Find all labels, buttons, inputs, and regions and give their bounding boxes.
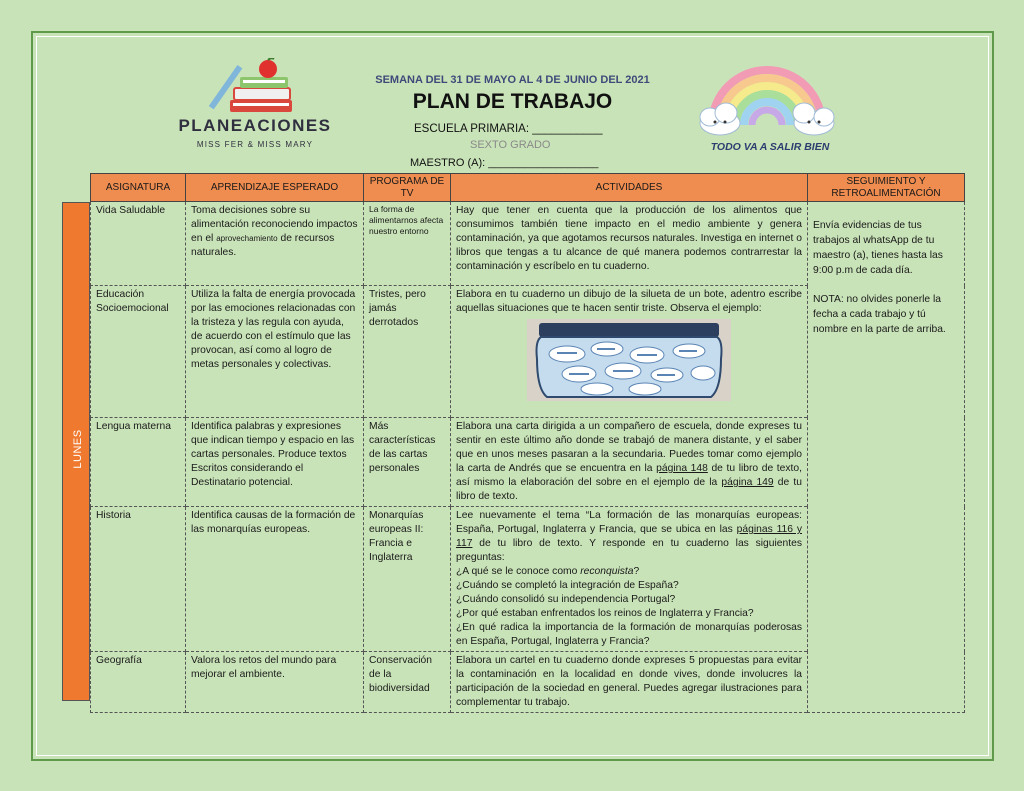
seguimiento-p2: NOTA: no olvides ponerle la fecha a cada trabajo y tú nombre en la parte de arriba. <box>813 294 946 335</box>
cell-programa: Conservación de la biodiversidad <box>364 652 451 713</box>
cell-programa: Tristes, pero jamás derrotados <box>364 286 451 418</box>
cell-asignatura: Historia <box>91 507 186 652</box>
grado-label: SEXTO GRADO <box>470 139 551 151</box>
table-row <box>91 202 965 286</box>
header-seguimiento: SEGUIMIENTO Y RETROALIMENTACIÓN <box>808 174 965 202</box>
question-5: ¿En qué radica la importancia de la formación de monarquías poderosas en España, Portugal, Inglaterra y Francia? <box>456 622 802 647</box>
logo-subtitle: MISS FER & MISS MARY <box>196 140 314 149</box>
header-asignatura: ASIGNATURA <box>91 174 186 202</box>
cell-actividades <box>451 507 808 652</box>
actividades-text-2: de tu libro de texto. Y responde en tu cuaderno las siguientes preguntas: <box>456 538 802 563</box>
cell-aprendizaje: Identifica causas de la formación de las monarquías europeas. <box>186 507 364 652</box>
cell-programa: Monarquías europeas II: Francia e Inglaterra <box>364 507 451 652</box>
actividades-text-2: de tu libro de texto, así mismo la elaboración del sobre en el ejemplo de la <box>456 463 802 488</box>
rainbow-clouds-icon <box>692 55 842 155</box>
cell-programa: Más características de las cartas personales <box>364 418 451 507</box>
page-title: PLAN DE TRABAJO <box>412 90 613 113</box>
cell-asignatura: Geografía <box>91 652 186 713</box>
cell-aprendizaje: Identifica palabras y expresiones que indican tiempo y espacio en las cartas personales. Produce textos Escritos considerando el Destinatario potencial. <box>186 418 364 507</box>
cell-actividades: Elabora un cartel en tu cuaderno donde expreses 5 propuestas para evitar la contaminación en la localidad en donde vives, donde involucres la participación de la sociedad en general. Puedes agregar ilustraciones para complementar tu trabajo. <box>451 652 808 713</box>
logo-title: PLANEACIONES <box>178 116 332 135</box>
jar-image <box>527 319 731 401</box>
actividades-text-1: Lee nuevamente el tema “La formación de las monarquías europeas: España, Portugal, Inglaterra y Francia, que se ubica en las <box>456 510 802 535</box>
day-label-text: LUNES <box>72 429 84 469</box>
cell-programa: La forma de alimentarnos afecta nuestro entorno <box>364 202 451 286</box>
aprendizaje-text-small: aprovechamiento <box>216 234 278 243</box>
question-4: ¿Por qué estaban enfrentados los reinos de Inglaterra y Francia? <box>456 608 754 619</box>
actividades-text: Elabora en tu cuaderno un dibujo de la silueta de un bote, adentro escribe aquellas situaciones que te hacen sentir triste. Observa el ejemplo: <box>456 289 802 314</box>
cell-seguimiento <box>808 202 965 713</box>
header-aprendizaje: APRENDIZAJE ESPERADO <box>186 174 364 202</box>
cell-actividades: Hay que tener en cuenta que la producción de los alimentos que consumimos también tiene impacto en el medio ambiente y genera contaminación, ya que agotamos recursos naturales. Investiga en internet o libros que tengas a tu alcance de qué manera podemos contrarrestar la contaminación y escríbelo en tu cuaderno. <box>451 202 808 286</box>
escuela-line: ESCUELA PRIMARIA: ___________ <box>414 123 603 135</box>
seguimiento-p1: Envía evidencias de tus trabajos al whatsApp de tu maestro (a), tienes hasta las 9:00 p.m de cada día. <box>813 220 943 276</box>
cell-asignatura: Vida Saludable <box>91 202 186 286</box>
plan-table <box>90 173 965 713</box>
cell-asignatura: Lengua materna <box>91 418 186 507</box>
cell-actividades <box>451 286 808 418</box>
books-apple-icon <box>200 58 310 116</box>
cell-asignatura: Educación Socioemocional <box>91 286 186 418</box>
page-reference-link: página 148 <box>656 463 708 474</box>
planeaciones-logo <box>160 58 350 158</box>
header-actividades: ACTIVIDADES <box>451 174 808 202</box>
aprendizaje-text-b: de recursos naturales. <box>191 233 335 258</box>
day-label-lunes <box>62 202 90 701</box>
question-1: ¿A qué se le conoce como reconquista? <box>456 566 640 577</box>
question-3: ¿Cuándo consolidó su independencia Portugal? <box>456 594 676 605</box>
page-reference-link: páginas 116 y 117 <box>456 524 802 549</box>
table-header-row <box>91 174 965 202</box>
cell-actividades <box>451 418 808 507</box>
question-2: ¿Cuándo se completó la integración de España? <box>456 580 679 591</box>
cell-aprendizaje: Valora los retos del mundo para mejorar el ambiente. <box>186 652 364 713</box>
page-reference-link: página 149 <box>721 477 774 488</box>
maestro-line: MAESTRO (A): __________________ <box>410 157 599 169</box>
header-programa: PROGRAMA DE TV <box>364 174 451 202</box>
cell-aprendizaje: Utiliza la falta de energía provocada por las emociones relacionadas con la tristeza y las regula con ayuda, de acuerdo con el estímulo que las provocan, así como al logro de metas personales y colectivas. <box>186 286 364 418</box>
actividades-text-3: de tu libro de texto. <box>456 477 802 502</box>
week-label: SEMANA DEL 31 DE MAYO AL 4 DE JUNIO DEL 2021 <box>375 74 650 86</box>
rainbow-caption: TODO VA A SALIR BIEN <box>710 141 830 153</box>
actividades-text-1: Elabora una carta dirigida a un compañero de escuela, donde expreses tu sentir en este último año donde se trabajó de manera distante, y el saber que en unos meses pasaran a la secundaria. Puedes tomar como ejemplo la carta de Andrés que se encuentra en la <box>456 421 802 474</box>
cell-aprendizaje <box>186 202 364 286</box>
aprendizaje-text-a: Toma decisiones sobre su alimentación reconociendo impactos en el <box>191 205 358 244</box>
